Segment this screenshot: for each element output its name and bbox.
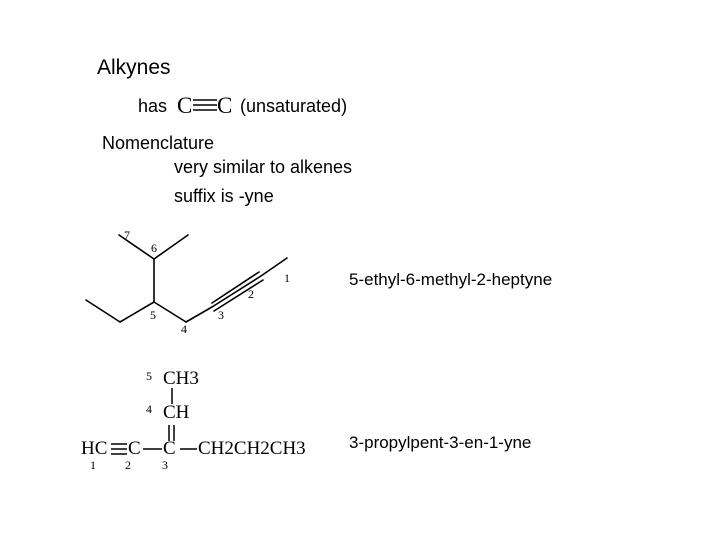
carbon-2: C (128, 438, 141, 459)
carbon-number-5: 5 (150, 308, 156, 322)
carbon-number-3b: 3 (162, 458, 168, 472)
carbon-number-1b: 1 (90, 458, 96, 472)
unsaturated-label: (unsaturated) (240, 96, 348, 116)
point-similar-to-alkenes: very similar to alkenes (174, 157, 353, 177)
has-label: has (138, 96, 168, 116)
carbon-number-5b: 5 (146, 369, 152, 383)
propyl-group: CH2CH2CH3 (198, 438, 306, 459)
carbon-number-2: 2 (248, 287, 254, 301)
carbon-number-4: 4 (181, 322, 187, 336)
compound-name-1: 5-ethyl-6-methyl-2-heptyne (349, 270, 553, 289)
ch-group: CH (163, 402, 190, 423)
triple-bond-left-atom: C (177, 93, 193, 118)
triple-bond-right-atom: C (217, 93, 233, 118)
ch3-group: CH3 (163, 368, 199, 389)
hc-group: HC (81, 438, 108, 459)
nomenclature-heading: Nomenclature (102, 133, 215, 153)
carbon-3: C (163, 438, 176, 459)
skeletal-structure (86, 235, 287, 322)
carbon-number-4b: 4 (146, 402, 152, 416)
point-suffix-yne: suffix is -yne (174, 186, 274, 206)
slide-title: Alkynes (97, 56, 171, 79)
triple-bond-symbol (193, 100, 217, 110)
carbon-number-3: 3 (218, 308, 224, 322)
carbon-number-2b: 2 (125, 458, 131, 472)
carbon-number-6: 6 (151, 241, 157, 255)
carbon-number-1: 1 (284, 271, 290, 285)
carbon-number-7: 7 (124, 228, 130, 242)
compound-name-2: 3-propylpent-3-en-1-yne (349, 433, 532, 452)
